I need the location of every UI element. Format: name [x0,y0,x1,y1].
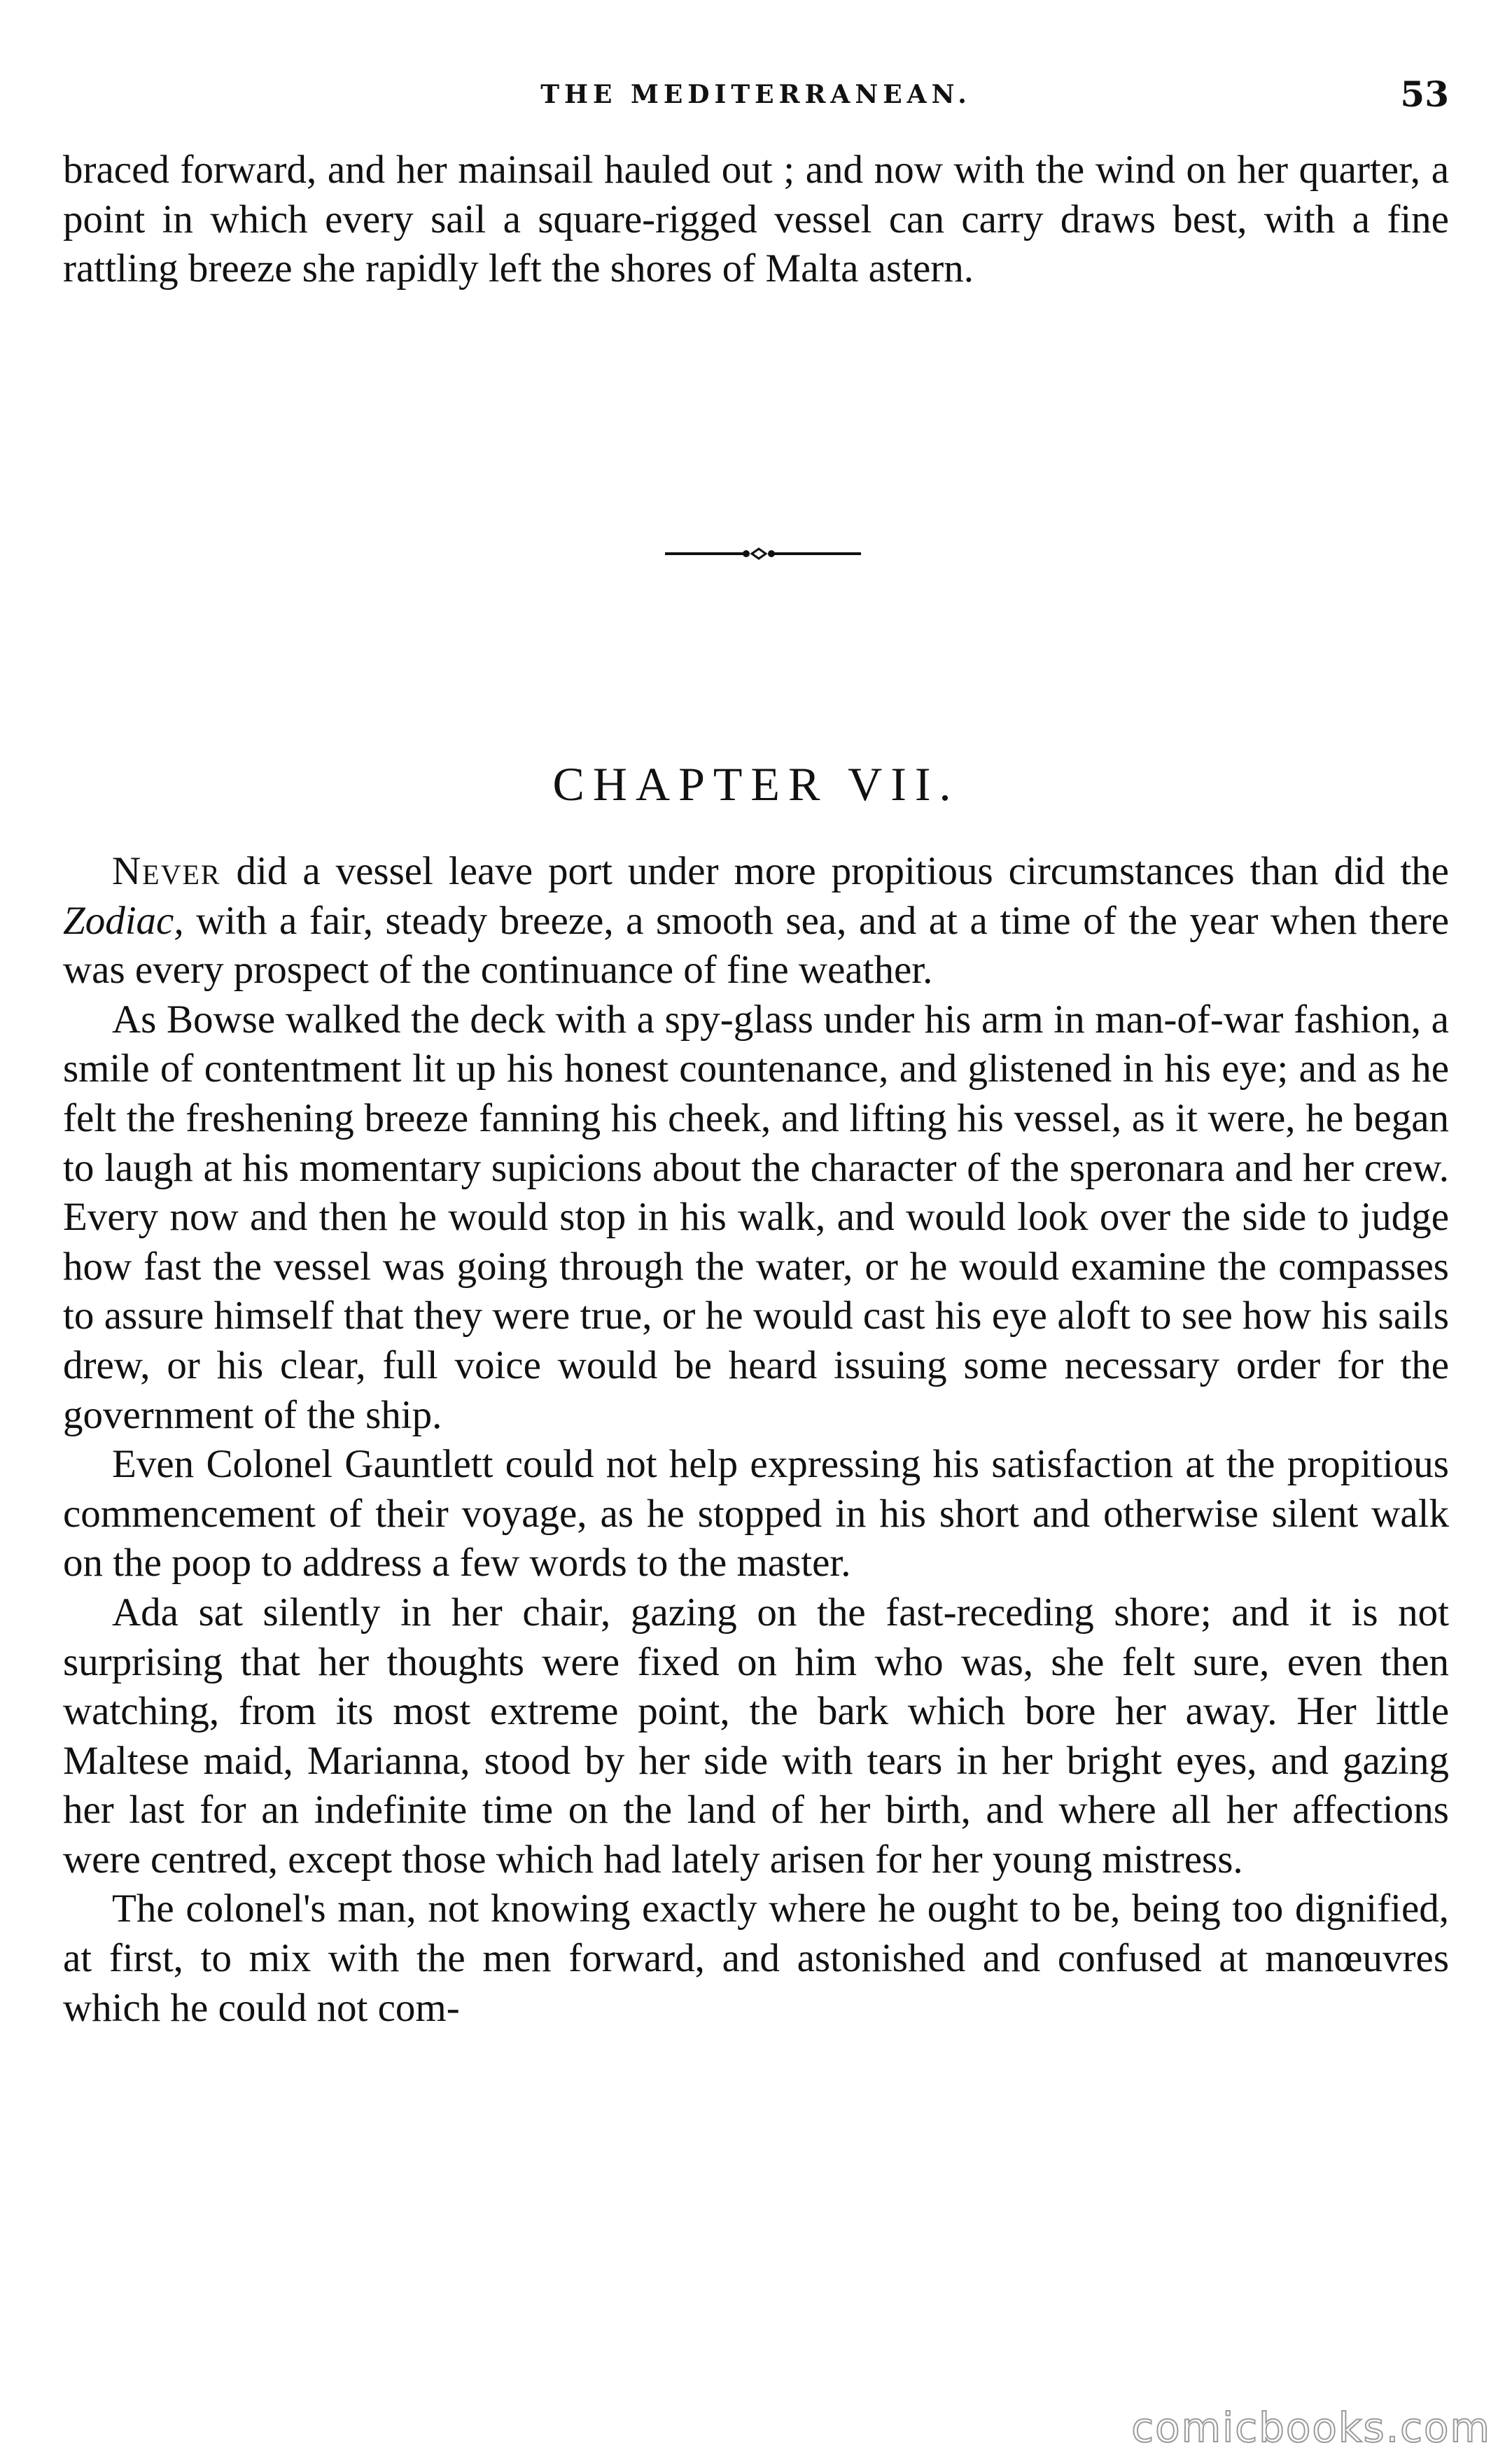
paragraph-3: Even Colonel Gauntlett could not help expressing his satisfaction at the propitious commencement of their voyage, as he stopped in his short and otherwise silent walk on the poop to address a few words to the master. [63,1442,1449,1586]
paragraph-1 [63,847,1449,995]
page-number: 53 [1400,74,1449,115]
rule-ornament-icon [665,543,861,564]
chapter-body [63,847,1449,2033]
paragraph-5: The colonel's man, not knowing exactly where he ought to be, being too dignified, at first, to mix with the men forward, and astonished and confused at manœuvres which he could not com- [63,1886,1449,2030]
paragraph-2: As Bowse walked the deck with a spy-glass under his arm in man-of-war fashion, a smile of contentment lit up his honest countenance, and glistened in his eye; and as he felt the freshening breeze fanning his cheek, and lifting his vessel, as it were, he began to laugh at his momentary supicions about the character of the speronara and her crew. Every now and then he would stop in his walk, and would look over the side to judge how fast the vessel was going through the water, or he would examine the compasses to assure himself that they were true, or he would cast his eye aloft to see how his sails drew, or his clear, full voice would be heard issuing some necessary order for the government of the ship. [63,997,1449,1437]
paragraph-1-text-a: did a vessel leave port under more propitious circumstances than did the [220,849,1449,893]
running-title: THE MEDITERRANEAN. [540,80,972,109]
paragraph-4: Ada sat silently in her chair, gazing on the fast-receding shore; and it is not surprising that her thoughts were fixed on him who was, she felt sure, even then watching, from its most extreme point, the bark which bore her away. Her little Maltese maid, Marianna, stood by her side with tears in her bright eyes, and gazing her last for an indefinite time on the land of her birth, and where all her affections were centred, except those which had lately arisen for her young mistress. [63,1590,1449,1882]
watermark: comicbooks.com [1131,2404,1491,2451]
opening-text [63,146,1449,294]
chapter-heading: CHAPTER VII. [552,757,960,811]
ship-name: Zodiac, [63,898,184,943]
paragraph-1-text-b: with a fair, steady breeze, a smooth sea, and at a time of the year when there was every prospect of the continuance of fine weather. [63,898,1449,993]
opening-word: Never [112,849,221,893]
continued-paragraph: braced forward, and her mainsail hauled out ; and now with the wind on her quarter, a point in which every sail a square-rigged vessel can carry draws best, with a fine rattling breeze she rapidly left the shores of Malta astern. [63,148,1449,291]
running-head [63,70,1449,119]
